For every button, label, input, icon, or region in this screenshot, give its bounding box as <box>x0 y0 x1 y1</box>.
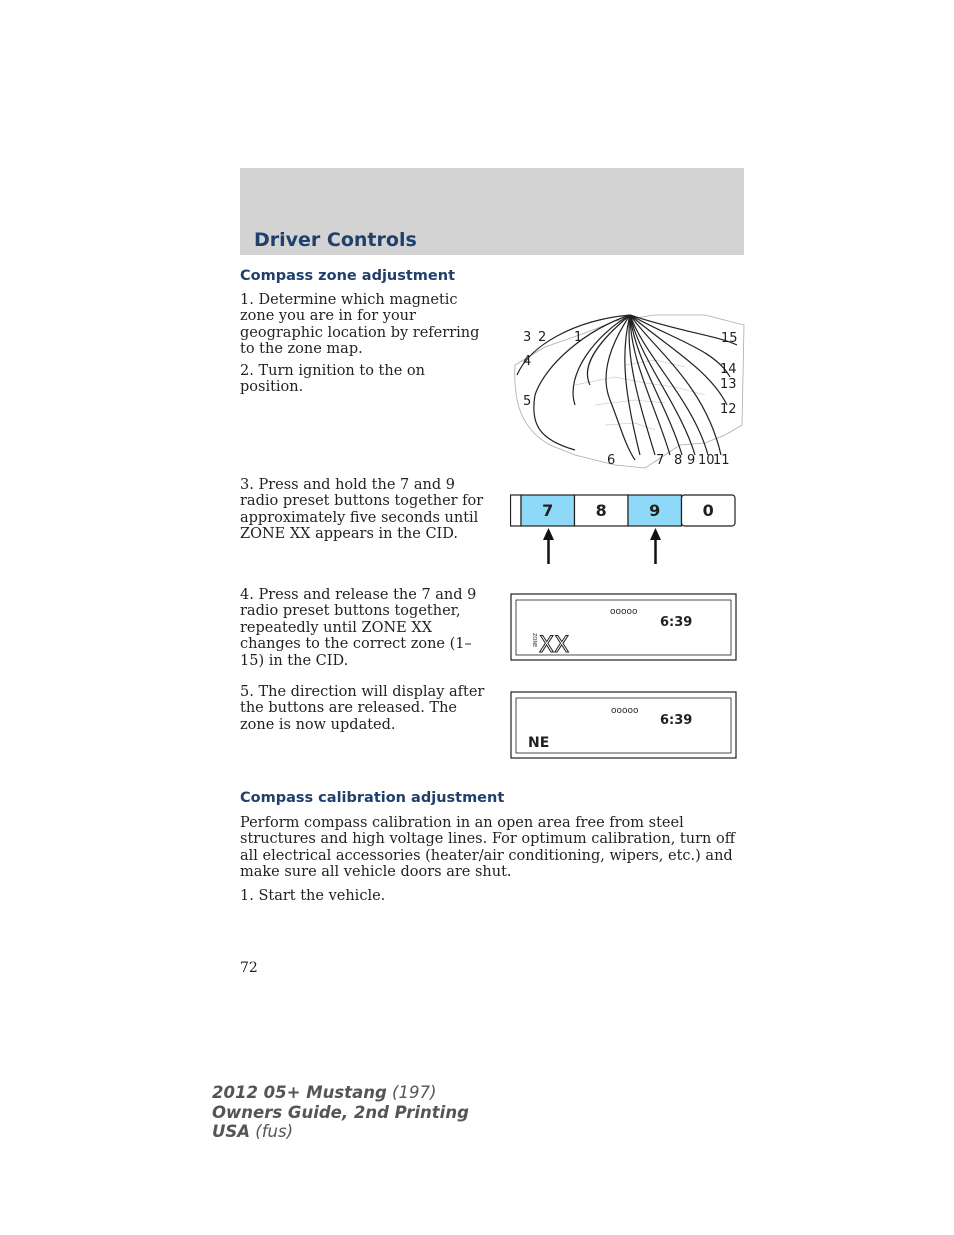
zone-step-5: 5. The direction will display after the buttons are released. The zone is now updated. <box>240 684 485 733</box>
footer-line-1: 2012 05+ Mustang (197) <box>212 1083 437 1102</box>
direction-value: NE <box>528 735 550 751</box>
display-time: 6:39 <box>660 615 693 630</box>
zone-boundary-line <box>606 315 635 460</box>
zone-label: 14 <box>720 362 737 377</box>
zone-label: 3 <box>523 330 532 345</box>
arrow-head-icon <box>543 528 554 540</box>
cid-display-zone <box>510 593 738 663</box>
zone-step-1: 1. Determine which magnetic zone you are in for your geographic location by referring to the zone map. <box>240 292 480 358</box>
zone-step-4: 4. Press and release the 7 and 9 radio preset buttons together, repeatedly until ZONE XX changes to the correct zone (1–15) in the CID. <box>240 587 477 669</box>
preset-button-label: 9 <box>649 501 661 520</box>
preset-button-row <box>521 495 735 526</box>
button-strip-edge <box>511 495 522 526</box>
display-time: 6:39 <box>660 713 693 728</box>
zone-label: 2 <box>538 330 547 345</box>
zone-label: 1 <box>574 330 583 345</box>
calibration-intro: Perform compass calibration in an open area free from steel structures and high voltage lines. For optimum calibration, turn off all electrical accessories (heater/air conditioning, wipers, etc.) and make sure all vehicle doors are shut. <box>240 815 736 881</box>
zone-label: 6 <box>607 453 616 468</box>
zone-label: 4 <box>523 354 532 369</box>
header-band <box>240 168 744 255</box>
zone-boundary-line <box>625 315 640 455</box>
zone-label: 10 <box>698 453 715 468</box>
zone-label: 12 <box>720 402 737 417</box>
preset-button-label: 7 <box>542 501 554 520</box>
section-heading-calibration: Compass calibration adjustment <box>240 790 505 806</box>
zone-boundary-line <box>629 315 655 455</box>
zone-step-2: 2. Turn ignition to the on position. <box>240 363 425 396</box>
arrow-head-icon <box>650 528 661 540</box>
zone-lines <box>517 315 737 460</box>
page-title: Driver Controls <box>254 229 417 251</box>
footer-line-3: USA (fus) <box>212 1122 294 1141</box>
zone-word: ZONE <box>531 633 537 648</box>
section-heading-zone-adjustment: Compass zone adjustment <box>240 268 456 284</box>
zone-boundary-line <box>630 315 708 455</box>
zone-value: XX <box>539 633 570 658</box>
signal-indicator: ooooo <box>610 607 638 617</box>
zone-label: 5 <box>523 394 532 409</box>
compass-zone-map <box>505 305 747 470</box>
preset-button-label: 0 <box>702 501 714 520</box>
preset-button-label: 8 <box>595 501 607 520</box>
zone-label: 9 <box>687 453 696 468</box>
zone-step-3: 3. Press and hold the 7 and 9 radio preset buttons together for approximately five seconds until ZONE XX appears in the CID. <box>240 477 484 543</box>
footer-line-2: Owners Guide, 2nd Printing <box>212 1102 469 1122</box>
zone-label: 13 <box>720 377 737 392</box>
preset-buttons-figure <box>510 492 740 570</box>
zone-label: 8 <box>674 453 683 468</box>
signal-indicator: ooooo <box>611 706 639 716</box>
footer <box>212 1083 469 1142</box>
page-number: 72 <box>240 960 258 976</box>
zone-label: 7 <box>656 453 665 468</box>
zone-label: 15 <box>721 331 738 346</box>
cid-display-direction <box>510 691 738 761</box>
zone-label: 11 <box>713 453 730 468</box>
calibration-step-1: 1. Start the vehicle. <box>240 888 386 904</box>
